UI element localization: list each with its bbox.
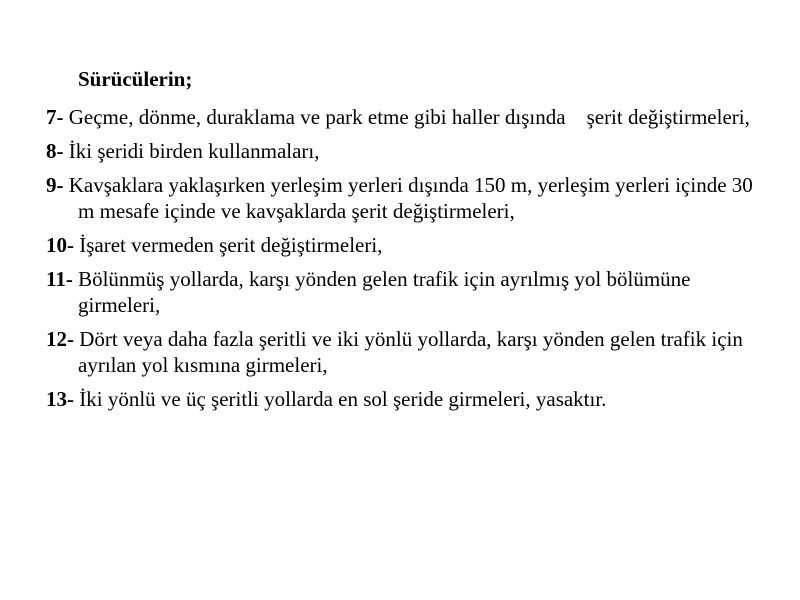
rule-number: 13 [46,387,67,411]
rule-text: İki yönlü ve üç şeritli yollarda en sol şeride girmeleri, yasaktır. [79,387,607,411]
rule-number: 11 [46,267,66,291]
rule-text: Bölünmüş yollarda, karşı yönden gelen trafik için ayrılmış yol bölümüne girmeleri, [78,267,691,317]
rule-item: 9- Kavşaklara yaklaşırken yerleşim yerleri dışında 150 m, yerleşim yerleri içinde 30 m mesafe içinde ve kavşaklarda şerit değiştirmeleri, [46,173,753,223]
heading: Sürücülerin; [78,67,193,91]
rule-text: Dört veya daha fazla şeritli ve iki yönlü yollarda, karşı yönden gelen trafik için ayrılan yol kısmına girmeleri, [78,327,743,377]
rule-item: 11- Bölünmüş yollarda, karşı yönden gelen trafik için ayrılmış yol bölümüne girmeleri, [46,267,691,317]
rule-number: 9 [46,173,57,197]
rule-number: 8 [46,139,57,163]
rule-number: 7 [46,105,57,129]
rule-item: 13- İki yönlü ve üç şeritli yollarda en sol şeride girmeleri, yasaktır. [46,387,607,411]
rule-text: Kavşaklara yaklaşırken yerleşim yerleri dışında 150 m, yerleşim yerleri içinde 30 m mesafe içinde ve kavşaklarda şerit değiştirmeleri, [68,173,753,223]
rule-item: 10- İşaret vermeden şerit değiştirmeleri, [46,233,383,257]
rule-text: İşaret vermeden şerit değiştirmeleri, [79,233,383,257]
rule-item: 12- Dört veya daha fazla şeritli ve iki yönlü yollarda, karşı yönden gelen trafik için ayrılan yol kısmına girmeleri, [46,327,743,377]
rule-item: 8- İki şeridi birden kullanmaları, [46,139,320,163]
rule-text: İki şeridi birden kullanmaları, [68,139,320,163]
rule-text: Geçme, dönme, duraklama ve park etme gibi haller dışında şerit değiştirmeleri, [68,105,750,129]
rule-item: 7- Geçme, dönme, duraklama ve park etme gibi haller dışında şerit değiştirmeleri, [46,105,750,129]
rule-number: 10 [46,233,67,257]
rule-list [46,104,758,420]
rule-number: 12 [46,327,67,351]
